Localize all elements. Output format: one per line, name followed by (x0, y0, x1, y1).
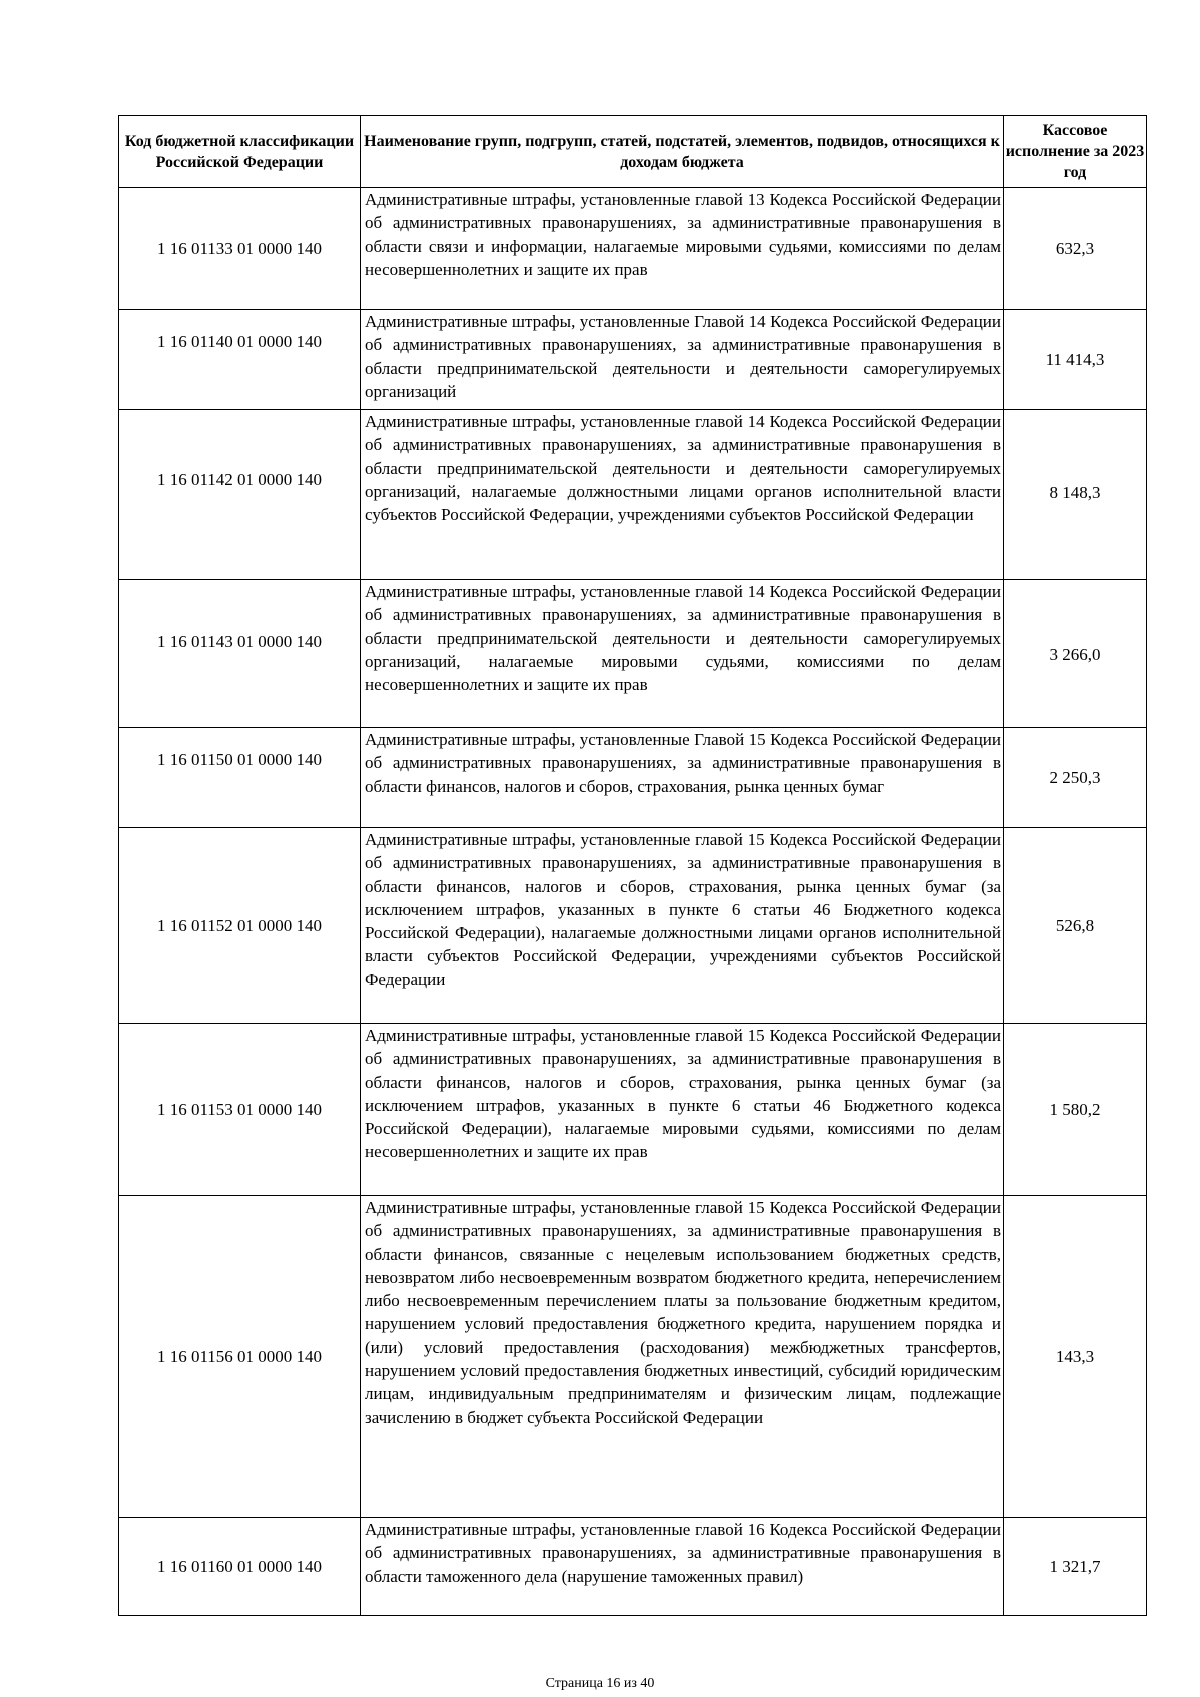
budget-revenue-table (118, 115, 1147, 1616)
table-header-row (119, 116, 1147, 188)
row-name: Административные штрафы, установленные главой 14 Кодекса Российской Федерации об административных правонарушениях, за административные правонарушения в области предпринимательской деятельности и деятельности саморегулируемых организаций, налагаемые мировыми судьями, комиссиями по делам несовершеннолетних и защите их прав (361, 580, 1004, 728)
table-row (119, 188, 1147, 310)
table-row (119, 1024, 1147, 1196)
row-code: 1 16 01140 01 0000 140 (119, 310, 361, 410)
row-name: Административные штрафы, установленные главой 15 Кодекса Российской Федерации об административных правонарушениях, за административные правонарушения в области финансов, связанные с нецелевым использованием бюджетных средств, невозвратом либо несвоевременным возвратом бюджетного кредита, неперечислением либо несвоевременным перечислением платы за пользование бюджетным кредитом, нарушением условий предоставления бюджетного кредита, нарушением порядка и (или) условий предоставления (расходования) межбюджетных трансфертов, нарушением условий предоставления бюджетных инвестиций, субсидий юридическим лицам, индивидуальным предпринимателям и физическим лицам, подлежащие зачислению в бюджет субъекта Российской Федерации (361, 1196, 1004, 1518)
row-amount: 2 250,3 (1004, 728, 1147, 828)
row-code: 1 16 01143 01 0000 140 (119, 580, 361, 728)
row-code: 1 16 01150 01 0000 140 (119, 728, 361, 828)
row-amount: 3 266,0 (1004, 580, 1147, 728)
row-code: 1 16 01153 01 0000 140 (119, 1024, 361, 1196)
row-name: Административные штрафы, установленные Главой 14 Кодекса Российской Федерации об административных правонарушениях, за административные правонарушения в области предпринимательской деятельности и деятельности саморегулируемых организаций (361, 310, 1004, 410)
row-amount: 143,3 (1004, 1196, 1147, 1518)
table-row (119, 310, 1147, 410)
table-row (119, 410, 1147, 580)
row-code: 1 16 01142 01 0000 140 (119, 410, 361, 580)
row-code: 1 16 01133 01 0000 140 (119, 188, 361, 310)
row-name: Административные штрафы, установленные главой 15 Кодекса Российской Федерации об административных правонарушениях, за административные правонарушения в области финансов, налогов и сборов, страхования, рынка ценных бумаг (за исключением штрафов, указанных в пункте 6 статьи 46 Бюджетного кодекса Российской Федерации), налагаемые мировыми судьями, комиссиями по делам несовершеннолетних и защите их прав (361, 1024, 1004, 1196)
row-code: 1 16 01156 01 0000 140 (119, 1196, 361, 1518)
table-row (119, 580, 1147, 728)
page-number: Страница 16 из 40 (545, 1676, 655, 1691)
row-name: Административные штрафы, установленные главой 15 Кодекса Российской Федерации об административных правонарушениях, за административные правонарушения в области финансов, налогов и сборов, страхования, рынка ценных бумаг (за исключением штрафов, указанных в пункте 6 статьи 46 Бюджетного кодекса Российской Федерации), налагаемые должностными лицами органов исполнительной власти субъектов Российской Федерации, учреждениями субъектов Российской Федерации (361, 828, 1004, 1024)
row-amount: 632,3 (1004, 188, 1147, 310)
row-amount: 526,8 (1004, 828, 1147, 1024)
row-code: 1 16 01160 01 0000 140 (119, 1518, 361, 1616)
row-amount: 8 148,3 (1004, 410, 1147, 580)
row-amount: 1 580,2 (1004, 1024, 1147, 1196)
header-amount: Кассовое исполнение за 2023 год (1004, 116, 1147, 188)
row-code: 1 16 01152 01 0000 140 (119, 828, 361, 1024)
header-name: Наименование групп, подгрупп, статей, подстатей, элементов, подвидов, относящихся к доходам бюджета (361, 116, 1004, 188)
header-code: Код бюджетной классификации Российской Федерации (119, 116, 361, 188)
row-amount: 11 414,3 (1004, 310, 1147, 410)
row-amount: 1 321,7 (1004, 1518, 1147, 1616)
table-row (119, 1518, 1147, 1616)
row-name: Административные штрафы, установленные Главой 15 Кодекса Российской Федерации об административных правонарушениях, за административные правонарушения в области финансов, налогов и сборов, страхования, рынка ценных бумаг (361, 728, 1004, 828)
table-row (119, 728, 1147, 828)
table-row (119, 828, 1147, 1024)
table-row (119, 1196, 1147, 1518)
row-name: Административные штрафы, установленные главой 16 Кодекса Российской Федерации об административных правонарушениях, за административные правонарушения в области таможенного дела (нарушение таможенных правил) (361, 1518, 1004, 1616)
row-name: Административные штрафы, установленные главой 13 Кодекса Российской Федерации об административных правонарушениях, за административные правонарушения в области связи и информации, налагаемые мировыми судьями, комиссиями по делам несовершеннолетних и защите их прав (361, 188, 1004, 310)
row-name: Административные штрафы, установленные главой 14 Кодекса Российской Федерации об административных правонарушениях, за административные правонарушения в области предпринимательской деятельности и деятельности саморегулируемых организаций, налагаемые должностными лицами органов исполнительной власти субъектов Российской Федерации, учреждениями субъектов Российской Федерации (361, 410, 1004, 580)
